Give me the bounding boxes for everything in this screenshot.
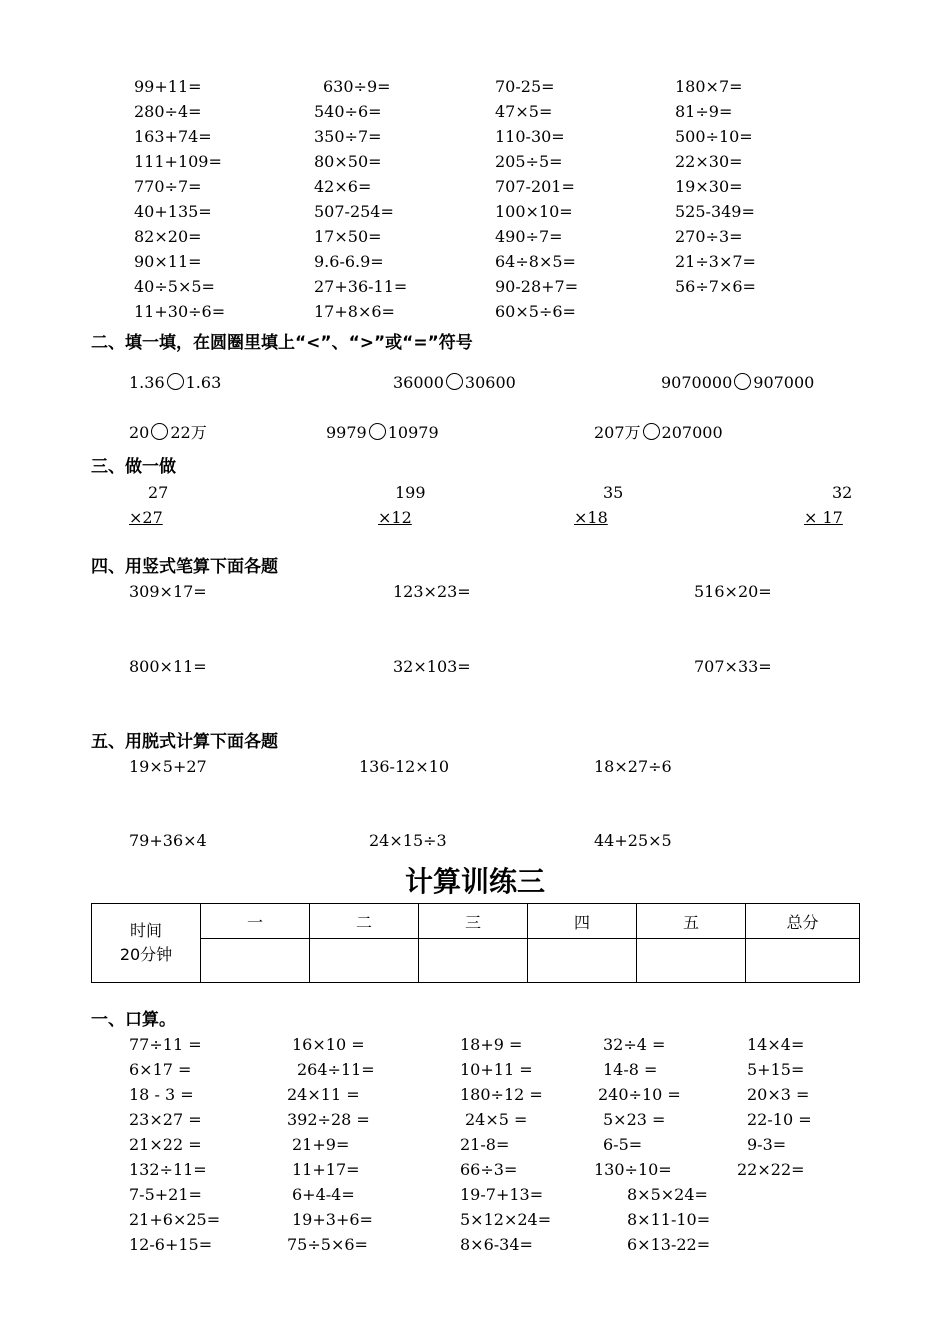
- problem: 66÷3=: [460, 1160, 518, 1179]
- problem: 8×6-34=: [460, 1235, 533, 1254]
- problem: 6×13-22=: [627, 1235, 711, 1254]
- score-cell[interactable]: [528, 939, 637, 983]
- compare-right: 22万: [170, 423, 207, 442]
- problem: 18+9 =: [460, 1035, 523, 1054]
- problem: 5×12×24=: [460, 1210, 552, 1229]
- problem: 14×4=: [747, 1035, 805, 1054]
- problem: 264÷11=: [297, 1060, 375, 1079]
- problem: 770÷7=: [134, 177, 202, 196]
- problem: 64÷8×5=: [495, 252, 576, 271]
- multiply-top: 27: [148, 483, 169, 502]
- problem: 490÷7=: [495, 227, 563, 246]
- problem: 130÷10=: [594, 1160, 672, 1179]
- problem: 23×27 =: [129, 1110, 202, 1129]
- multiply-bottom: × 17: [804, 508, 843, 527]
- score-cell[interactable]: [310, 939, 419, 983]
- multiply-top: 35: [603, 483, 624, 502]
- problem: 507-254=: [314, 202, 394, 221]
- problem: 21×22 =: [129, 1135, 202, 1154]
- problem: 90-28+7=: [495, 277, 579, 296]
- multiply-top: 199: [395, 483, 426, 502]
- problem: 5+15=: [747, 1060, 805, 1079]
- problem: 22-10 =: [747, 1110, 812, 1129]
- score-cell[interactable]: [419, 939, 528, 983]
- problem: 280÷4=: [134, 102, 202, 121]
- problem: 24×5 =: [465, 1110, 528, 1129]
- compare-left: 1.36: [129, 373, 165, 392]
- problem: 22×22=: [737, 1160, 805, 1179]
- compare-left: 36000: [393, 373, 444, 392]
- problem: 6-5=: [603, 1135, 643, 1154]
- problem: 22×30=: [675, 152, 743, 171]
- time-cell: [92, 904, 201, 983]
- compare-right: 30600: [464, 373, 516, 392]
- problem: 44+25×5: [594, 831, 672, 850]
- section-heading-compare: 二、填一填，在圆圈里填上“<”、“>”或“=”符号: [91, 333, 473, 353]
- problem: 132÷11=: [129, 1160, 207, 1179]
- problem: 77÷11 =: [129, 1035, 202, 1054]
- score-cell[interactable]: [201, 939, 310, 983]
- answer-circle[interactable]: [151, 423, 168, 440]
- problem: 20×3 =: [747, 1085, 810, 1104]
- problem: 47×5=: [495, 102, 553, 121]
- compare-item: [326, 423, 439, 443]
- compare-item: [661, 373, 814, 393]
- problem: 11+30÷6=: [134, 302, 226, 321]
- compare-item: [594, 423, 723, 443]
- compare-item: [129, 423, 207, 443]
- multiply-bottom: ×12: [378, 508, 412, 527]
- problem: 9-3=: [747, 1135, 787, 1154]
- problem: 21-8=: [460, 1135, 510, 1154]
- problem: 42×6=: [314, 177, 372, 196]
- problem: 500÷10=: [675, 127, 753, 146]
- score-cell[interactable]: [746, 939, 860, 983]
- problem: 123×23=: [393, 582, 471, 601]
- answer-circle[interactable]: [643, 423, 660, 440]
- problem: 18×27÷6: [594, 757, 672, 776]
- section-heading-multiply: 三、做一做: [91, 457, 176, 477]
- score-header: 四: [528, 904, 637, 939]
- problem: 75÷5×6=: [287, 1235, 368, 1254]
- score-cell[interactable]: [637, 939, 746, 983]
- score-header: 三: [419, 904, 528, 939]
- compare-left: 9979: [326, 423, 367, 442]
- problem: 525-349=: [675, 202, 755, 221]
- problem: 5×23 =: [603, 1110, 666, 1129]
- problem: 10+11 =: [460, 1060, 533, 1079]
- compare-right: 207000: [661, 423, 723, 442]
- multiply-bottom: ×18: [574, 508, 608, 527]
- answer-circle[interactable]: [734, 373, 751, 390]
- problem: 70-25=: [495, 77, 555, 96]
- problem: 21+6×25=: [129, 1210, 221, 1229]
- compare-right: 1.63: [185, 373, 222, 392]
- answer-circle[interactable]: [167, 373, 184, 390]
- problem: 21÷3×7=: [675, 252, 756, 271]
- problem: 17×50=: [314, 227, 382, 246]
- problem: 516×20=: [694, 582, 772, 601]
- problem: 205÷5=: [495, 152, 563, 171]
- problem: 21+9=: [292, 1135, 350, 1154]
- problem: 6×17 =: [129, 1060, 192, 1079]
- problem: 79+36×4: [129, 831, 207, 850]
- problem: 350÷7=: [314, 127, 382, 146]
- problem: 707×33=: [694, 657, 772, 676]
- compare-left: 207万: [594, 423, 641, 442]
- score-header: 二: [310, 904, 419, 939]
- problem: 110-30=: [495, 127, 565, 146]
- problem: 14-8 =: [603, 1060, 658, 1079]
- problem: 19+3+6=: [292, 1210, 373, 1229]
- problem: 9.6-6.9=: [314, 252, 384, 271]
- problem: 24×15÷3: [369, 831, 447, 850]
- problem: 19-7+13=: [460, 1185, 544, 1204]
- problem: 180×7=: [675, 77, 743, 96]
- time-value: 20分钟: [119, 945, 173, 964]
- multiply-bottom: ×27: [129, 508, 163, 527]
- section-heading-mental: 一、口算。: [91, 1010, 176, 1030]
- problem: 309×17=: [129, 582, 207, 601]
- problem: 32×103=: [393, 657, 471, 676]
- problem: 40+135=: [134, 202, 212, 221]
- score-table: [91, 903, 860, 983]
- problem: 19×5+27: [129, 757, 207, 776]
- problem: 7-5+21=: [129, 1185, 202, 1204]
- score-header: 一: [201, 904, 310, 939]
- problem: 136-12×10: [359, 757, 450, 776]
- problem: 163+74=: [134, 127, 212, 146]
- compare-left: 9070000: [661, 373, 733, 392]
- time-label: 时间: [129, 921, 162, 940]
- problem: 40÷5×5=: [134, 277, 215, 296]
- problem: 100×10=: [495, 202, 573, 221]
- problem: 111+109=: [134, 152, 222, 171]
- page-title: 计算训练三: [404, 865, 545, 898]
- problem: 392÷28 =: [287, 1110, 370, 1129]
- problem: 99+11=: [134, 77, 202, 96]
- problem: 82×20=: [134, 227, 202, 246]
- compare-right: 10979: [387, 423, 439, 442]
- problem: 180÷12 =: [460, 1085, 543, 1104]
- problem: 19×30=: [675, 177, 743, 196]
- problem: 16×10 =: [292, 1035, 365, 1054]
- problem: 8×5×24=: [627, 1185, 708, 1204]
- problem: 630÷9=: [323, 77, 391, 96]
- problem: 80×50=: [314, 152, 382, 171]
- problem: 60×5÷6=: [495, 302, 576, 321]
- answer-circle[interactable]: [446, 373, 463, 390]
- compare-left: 20: [129, 423, 150, 442]
- multiply-top: 32: [832, 483, 853, 502]
- problem: 8×11-10=: [627, 1210, 711, 1229]
- problem: 81÷9=: [675, 102, 733, 121]
- problem: 56÷7×6=: [675, 277, 756, 296]
- problem: 800×11=: [129, 657, 207, 676]
- compare-item: [129, 373, 221, 393]
- problem: 27+36-11=: [314, 277, 408, 296]
- compare-item: [393, 373, 516, 393]
- compare-right: 907000: [753, 373, 815, 392]
- problem: 240÷10 =: [598, 1085, 681, 1104]
- problem: 90×11=: [134, 252, 202, 271]
- problem: 17+8×6=: [314, 302, 395, 321]
- problem: 18 - 3 =: [129, 1085, 194, 1104]
- problem: 540÷6=: [314, 102, 382, 121]
- problem: 270÷3=: [675, 227, 743, 246]
- problem: 707-201=: [495, 177, 575, 196]
- problem: 32÷4 =: [603, 1035, 666, 1054]
- section-heading-vertical: 四、用竖式笔算下面各题: [91, 557, 278, 577]
- answer-circle[interactable]: [369, 423, 386, 440]
- problem: 12-6+15=: [129, 1235, 213, 1254]
- score-header: 总分: [746, 904, 860, 939]
- score-header: 五: [637, 904, 746, 939]
- problem: 11+17=: [292, 1160, 360, 1179]
- problem: 6+4-4=: [292, 1185, 355, 1204]
- problem: 24×11 =: [287, 1085, 360, 1104]
- section-heading-stepwise: 五、用脱式计算下面各题: [91, 732, 278, 752]
